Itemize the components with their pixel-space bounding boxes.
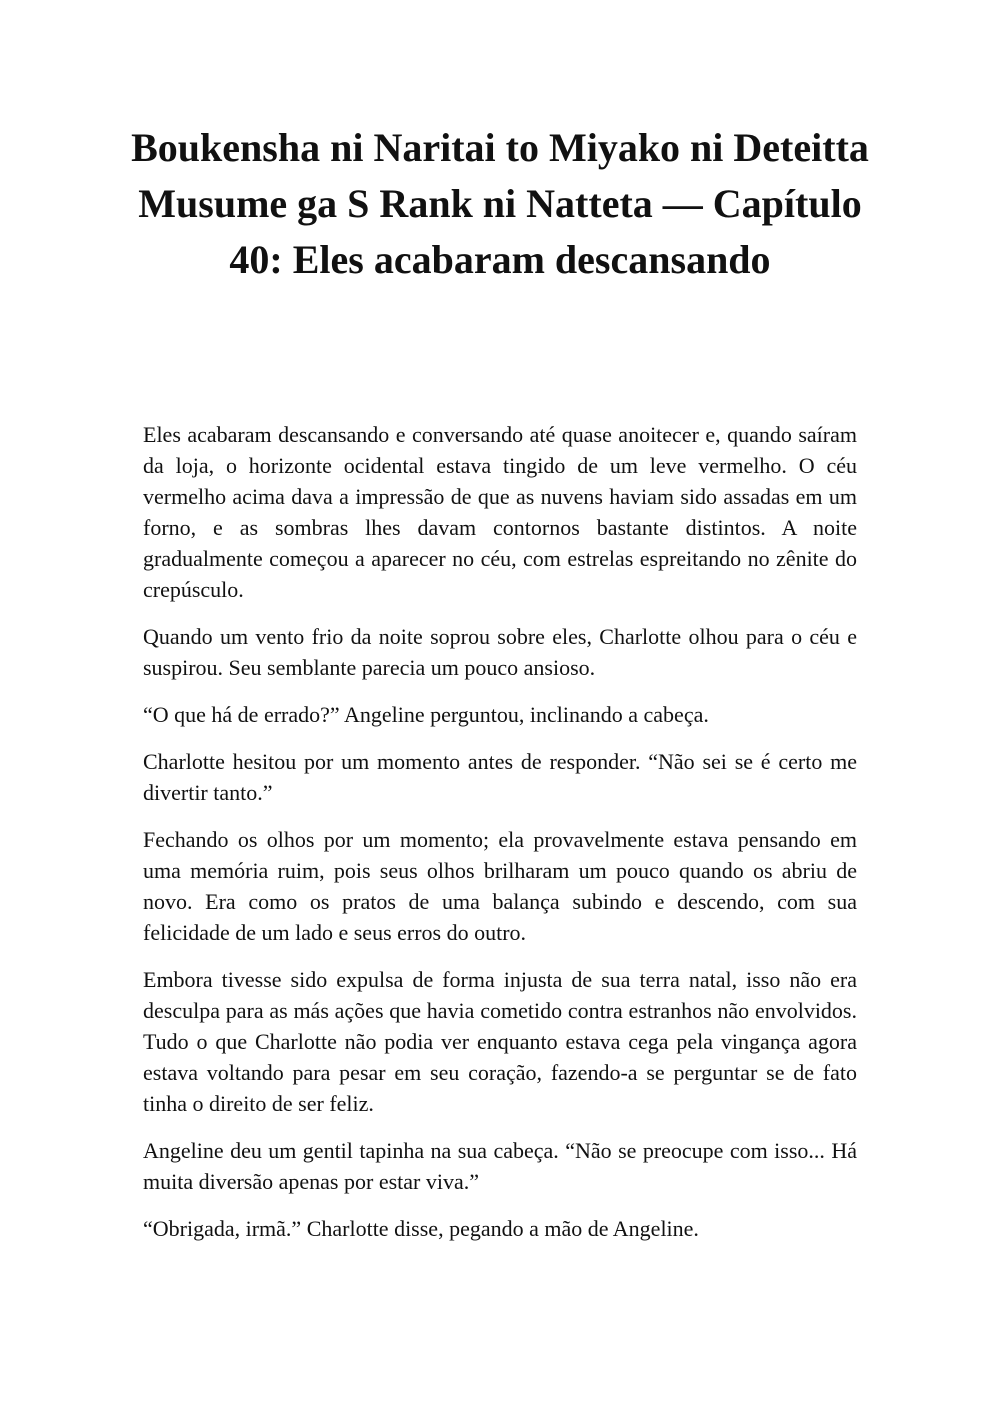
chapter-body [143,419,857,1260]
paragraph: Embora tivesse sido expulsa de forma injusta de sua terra natal, isso não era desculpa para as más ações que havia cometido contra estranhos não envolvidos. Tudo o que Charlotte não podia ver enquanto estava cega pela vingança agora estava voltando para pesar em seu coração, fazendo-a se perguntar se de fato tinha o direito de ser feliz. [143,967,857,1116]
paragraph: Angeline deu um gentil tapinha na sua cabeça. “Não se preocupe com isso... Há muita diversão apenas por estar viva.” [143,1138,857,1194]
chapter-title: Boukensha ni Naritai to Miyako ni Deteitta Musume ga S Rank ni Natteta — Capítulo 40: Eles acabaram descansando [131,125,869,282]
paragraph: Fechando os olhos por um momento; ela provavelmente estava pensando em uma memória ruim, pois seus olhos brilharam um pouco quando os abriu de novo. Era como os pratos de uma balança subindo e descendo, com sua felicidade de um lado e seus erros do outro. [143,827,857,945]
paragraph: Quando um vento frio da noite soprou sobre eles, Charlotte olhou para o céu e suspirou. Seu semblante parecia um pouco ansioso. [143,624,857,680]
paragraph: Eles acabaram descansando e conversando até quase anoitecer e, quando saíram da loja, o horizonte ocidental estava tingido de um leve vermelho. O céu vermelho acima dava a impressão de que as nuvens haviam sido assadas em um forno, e as sombras lhes davam contornos bastante distintos. A noite gradualmente começou a aparecer no céu, com estrelas espreitando no zênite do crepúsculo. [143,422,857,602]
paragraph: Charlotte hesitou por um momento antes de responder. “Não sei se é certo me divertir tanto.” [143,749,857,805]
paragraph: “Obrigada, irmã.” Charlotte disse, pegando a mão de Angeline. [143,1216,699,1241]
paragraph: “O que há de errado?” Angeline perguntou, inclinando a cabeça. [143,702,709,727]
